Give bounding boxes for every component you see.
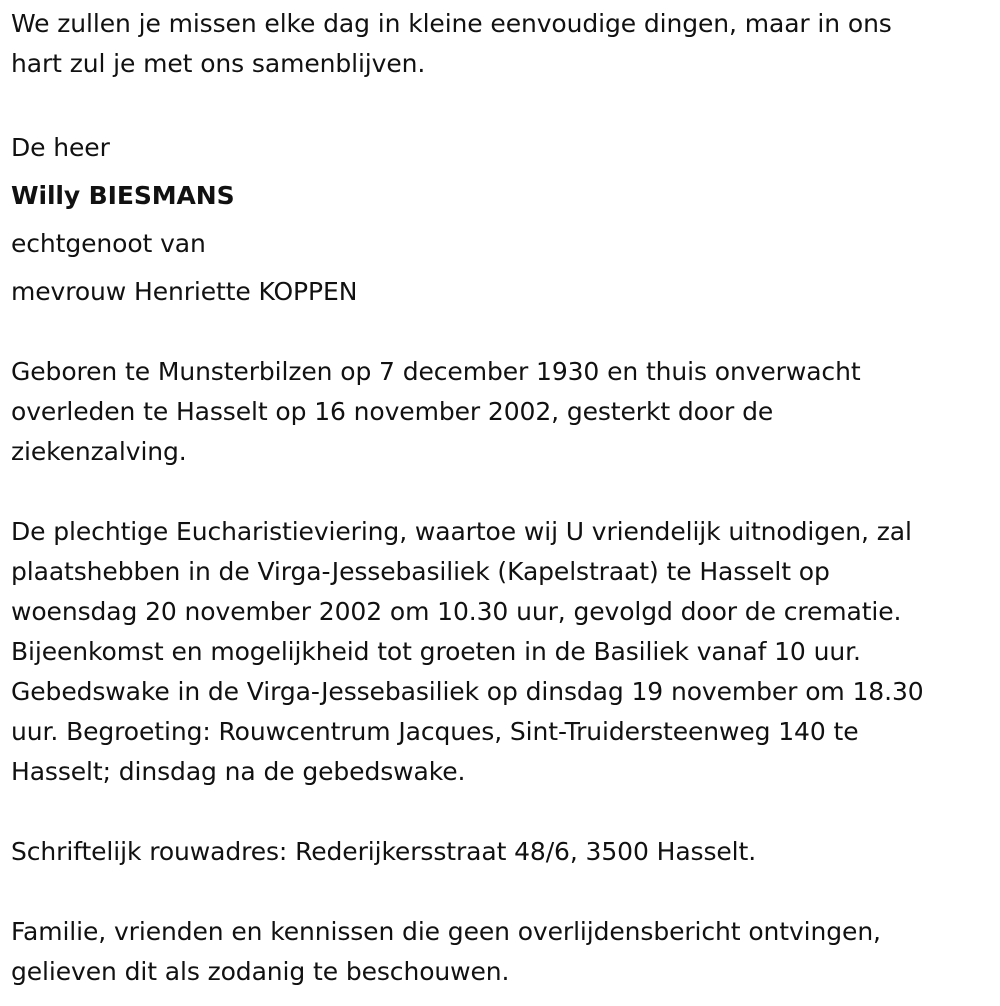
- person-block: [11, 124, 991, 316]
- ceremony-line: plaatshebben in de Virga-Jessebasiliek (Kapelstraat) te Hasselt op: [11, 557, 830, 586]
- closing-paragraph: [11, 912, 991, 992]
- spouse-name: mevrouw Henriette KOPPEN: [11, 277, 358, 306]
- ceremony-line: Gebedswake in de Virga-Jessebasiliek op dinsdag 19 november om 18.30: [11, 677, 924, 706]
- address-paragraph: [11, 832, 991, 872]
- relation-label: echtgenoot van: [11, 229, 206, 258]
- ceremony-line: Hasselt; dinsdag na de gebedswake.: [11, 757, 466, 786]
- birth-death-line: ziekenzalving.: [11, 437, 187, 466]
- paragraph-spacer: [11, 792, 991, 832]
- ceremony-paragraph: [11, 512, 991, 792]
- ceremony-line: De plechtige Eucharistieviering, waartoe wij U vriendelijk uitnodigen, zal: [11, 517, 912, 546]
- birth-death-line: Geboren te Munsterbilzen op 7 december 1930 en thuis onverwacht: [11, 357, 861, 386]
- obituary-document: [11, 4, 991, 992]
- quote-line: hart zul je met ons samenblijven.: [11, 49, 426, 78]
- honorific-title: De heer: [11, 133, 110, 162]
- quote-line: We zullen je missen elke dag in kleine eenvoudige dingen, maar in ons: [11, 9, 892, 38]
- closing-line: gelieven dit als zodanig te beschouwen.: [11, 957, 510, 986]
- ceremony-line: uur. Begroeting: Rouwcentrum Jacques, Sint-Truidersteenweg 140 te: [11, 717, 859, 746]
- ceremony-line: Bijeenkomst en mogelijkheid tot groeten in de Basiliek vanaf 10 uur.: [11, 637, 861, 666]
- paragraph-spacer: [11, 84, 991, 124]
- paragraph-spacer: [11, 472, 991, 512]
- ceremony-line: woensdag 20 november 2002 om 10.30 uur, gevolgd door de crematie.: [11, 597, 902, 626]
- quote-paragraph: [11, 4, 991, 84]
- paragraph-spacer: [11, 872, 991, 912]
- mourning-address: Schriftelijk rouwadres: Rederijkersstraat 48/6, 3500 Hasselt.: [11, 837, 757, 866]
- birth-death-paragraph: [11, 352, 991, 472]
- paragraph-spacer: [11, 316, 991, 352]
- deceased-name: Willy BIESMANS: [11, 181, 235, 210]
- birth-death-line: overleden te Hasselt op 16 november 2002, gesterkt door de: [11, 397, 774, 426]
- closing-line: Familie, vrienden en kennissen die geen overlijdensbericht ontvingen,: [11, 917, 881, 946]
